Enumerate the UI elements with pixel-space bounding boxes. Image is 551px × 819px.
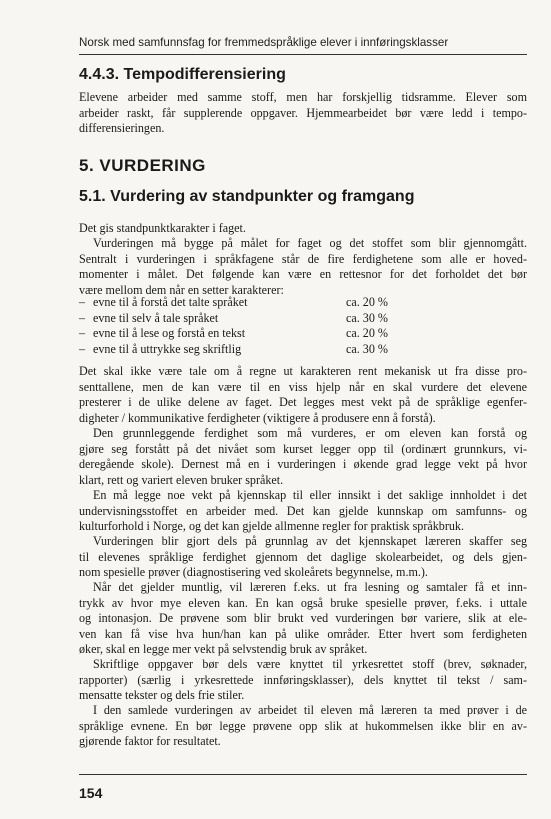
text-line: I den samlede vurderingen av arbeidet til eleven må læreren ta med prøver i de	[93, 703, 527, 717]
text-line: mensatte tekster og dels frie stiler.	[79, 688, 245, 702]
criteria-share: ca. 30 %	[346, 310, 388, 325]
dash: –	[79, 295, 86, 309]
text-line: Skriftlige oppgaver bør dels være knyttet til yrkesrettet stoff (brev, søknader,	[93, 657, 527, 671]
text-line: klart, rett og variert eleven bruker språket.	[79, 472, 284, 487]
text-line: Den grunnleggende ferdighet som må vurderes, er om eleven kan forstå og	[93, 426, 527, 440]
text-line: digheter / kommunikative ferdigheter (viktigere å produsere enn å forstå).	[79, 410, 436, 425]
text-line: senttallene, men de kan være til en viss hjelp når en skal vurdere det elevene	[79, 379, 527, 394]
criteria-label: evne til å forstå det talte språket	[93, 295, 248, 309]
text-line: språklige evnene. En bør legge prøvene opp slik at hukommelsen ikke blir en av-	[79, 718, 527, 733]
paragraph-4	[79, 488, 527, 535]
text-line: Sentralt i vurderingen i språkfagene står de fire ferdighetene som alle er hoved-	[79, 251, 527, 266]
text-line: øker, skal en legge mer vekt på selvstendig bruk av språket.	[79, 642, 368, 656]
text-line: Elevene arbeider med samme stoff, men har forskjellig tidsramme. Elever som	[79, 90, 527, 104]
text-line: En må legge noe vekt på kjennskap til eller innsikt i det saklige innholdet i det	[93, 488, 527, 502]
text-line: gjørende faktor for resultatet.	[79, 734, 221, 748]
dash: –	[79, 310, 86, 325]
header-rule	[79, 54, 527, 55]
paragraph-8	[79, 703, 527, 750]
paragraph-3	[79, 426, 527, 488]
paragraph-6	[79, 580, 527, 658]
criteria-label: evne til selv å tale språket	[93, 310, 219, 325]
section-heading-5-1: 5.1. Vurdering av standpunkter og framgang	[79, 188, 415, 205]
text-line: og intonasjon. De prøvene som blir brukt ved vurderingen bør variere, slik at ele-	[79, 611, 527, 625]
text-line: differensieringen.	[79, 121, 165, 135]
text-line: gjøre seg forstått på det nivået som kurset legger opp til (ordinært grunnkurs, vi-	[79, 441, 527, 456]
text-line: Det skal ikke være tale om å regne ut karakteren rent mekanisk ut fra disse pro-	[79, 364, 527, 378]
paragraph-2	[79, 364, 527, 426]
text-line: trykk av hvor mye eleven kan. En kan også bruke spesielle prøver, f.eks. i uttale	[79, 595, 527, 610]
text-line: nom spesielle prøver (diagnostisering ved skoleårets begynnelse, m.m.).	[79, 565, 428, 579]
paragraph-7	[79, 657, 527, 704]
criteria-label: evne til å uttrykke seg skriftlig	[93, 341, 242, 356]
text-line: momenter i målet. Det følgende kan være en rettesnor for det forholdet det bør	[79, 267, 527, 281]
criteria-share: ca. 30 %	[346, 341, 388, 356]
criteria-item	[79, 311, 399, 327]
dash: –	[79, 326, 86, 340]
text-line: til elevenes språklige ferdighet gjennom det daglige skolearbeidet, og dels gjen-	[79, 549, 527, 564]
criteria-list	[79, 295, 399, 357]
text-line: arbeider raskt, får supplerende oppgaver. Hjemmearbeidet bør være ledd i tempo-	[79, 105, 527, 120]
text-line: være mellom dem når en setter karakterer:	[79, 282, 284, 297]
criteria-share: ca. 20 %	[346, 295, 388, 309]
footer-rule	[79, 774, 527, 775]
dash: –	[79, 341, 86, 356]
section-heading-4-4-3: 4.4.3. Tempodifferensiering	[79, 66, 286, 83]
criteria-share: ca. 20 %	[346, 326, 388, 340]
paragraph-1	[79, 236, 527, 298]
text-line: Det gis standpunktkarakter i faget.	[79, 221, 246, 235]
criteria-item	[79, 326, 399, 342]
paragraph-5	[79, 534, 527, 581]
text-line: ven kan få vise hva hun/han kan på ulike områder. Etter hvert som ferdigheten	[79, 626, 527, 641]
intro-paragraph	[79, 221, 527, 237]
running-header: Norsk med samfunnsfag for fremmedspråklige elever i innføringsklasser	[79, 36, 449, 49]
criteria-item	[79, 295, 399, 311]
text-line: presterer i de ulike delene av faget. Det legges mest vekt på de språklige egenfer-	[79, 395, 527, 409]
text-line: Vurderingen blir gjort dels på grunnlag av det kjennskapet læreren skaffer seg	[93, 534, 527, 548]
text-line: deregående skole). Dernest må en i vurderingen i økende grad legge vekt på hvor	[79, 457, 527, 471]
criteria-item	[79, 342, 399, 358]
text-line: Når det gjelder muntlig, vil læreren f.eks. ut fra lesning og samtaler få et inn-	[93, 580, 527, 594]
criteria-label: evne til å lese og forstå en tekst	[93, 326, 246, 340]
text-line: Vurderingen må bygge på målet for faget og det stoffet som blir gjennomgått.	[93, 236, 527, 250]
chapter-heading-5: 5. VURDERING	[79, 156, 206, 175]
section-443-paragraph	[79, 90, 527, 137]
text-line: kulturforhold i Norge, og det kan gjelde allmenne regler for praktisk språkbruk.	[79, 519, 464, 533]
page-number: 154	[79, 785, 103, 801]
text-line: undervisningsstoffet en arbeider med. Det kan gjelde kunnskap om samfunns- og	[79, 503, 527, 518]
text-line: rapporter) (særlig i yrkesrettede innføringsklasser), dels knyttet til tekst / sam-	[79, 672, 527, 687]
